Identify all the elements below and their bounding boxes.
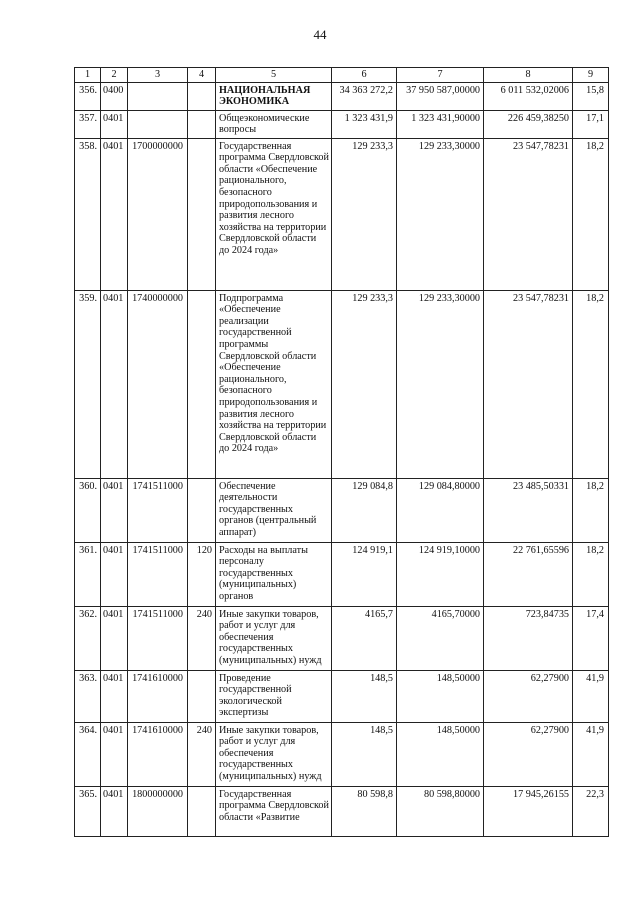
header-col-9: 9 <box>573 68 609 83</box>
value-col-9: 18,2 <box>573 290 609 478</box>
table-row <box>75 722 609 786</box>
item-name: Обеспечение деятельности государственных органов (центральный аппарат) <box>216 478 332 542</box>
section-code: 0401 <box>101 138 128 290</box>
value-col-7: 37 950 587,00000 <box>397 82 484 110</box>
value-col-8: 62,27900 <box>484 722 573 786</box>
value-col-9: 41,9 <box>573 722 609 786</box>
target-code: 1741610000 <box>128 670 188 722</box>
header-col-3: 3 <box>128 68 188 83</box>
header-col-2: 2 <box>101 68 128 83</box>
table-row <box>75 290 609 478</box>
value-col-6: 129 233,3 <box>332 138 397 290</box>
expense-type <box>188 478 216 542</box>
value-col-8: 226 459,38250 <box>484 110 573 138</box>
value-col-9: 15,8 <box>573 82 609 110</box>
target-code: 1740000000 <box>128 290 188 478</box>
value-col-8: 723,84735 <box>484 606 573 670</box>
value-col-9: 22,3 <box>573 786 609 836</box>
header-col-6: 6 <box>332 68 397 83</box>
value-col-8: 23 547,78231 <box>484 138 573 290</box>
value-col-6: 129 084,8 <box>332 478 397 542</box>
value-col-8: 22 761,65596 <box>484 542 573 606</box>
value-col-6: 129 233,3 <box>332 290 397 478</box>
header-col-4: 4 <box>188 68 216 83</box>
item-name: Иные закупки товаров, работ и услуг для обеспечения государственных (муниципальных) нужд <box>216 606 332 670</box>
section-code: 0401 <box>101 606 128 670</box>
budget-table <box>74 67 609 837</box>
section-code: 0401 <box>101 670 128 722</box>
row-number: 360. <box>75 478 101 542</box>
section-code: 0401 <box>101 786 128 836</box>
row-number: 363. <box>75 670 101 722</box>
value-col-6: 34 363 272,2 <box>332 82 397 110</box>
row-number: 364. <box>75 722 101 786</box>
target-code <box>128 82 188 110</box>
target-code: 1741511000 <box>128 478 188 542</box>
row-number: 359. <box>75 290 101 478</box>
header-col-1: 1 <box>75 68 101 83</box>
section-code: 0401 <box>101 722 128 786</box>
value-col-7: 1 323 431,90000 <box>397 110 484 138</box>
table-row <box>75 786 609 836</box>
value-col-9: 41,9 <box>573 670 609 722</box>
value-col-6: 124 919,1 <box>332 542 397 606</box>
item-name: Государственная программа Свердловской области «Развитие <box>216 786 332 836</box>
item-name: Проведение государственной экологической экспертизы <box>216 670 332 722</box>
header-col-8: 8 <box>484 68 573 83</box>
value-col-9: 18,2 <box>573 138 609 290</box>
value-col-8: 17 945,26155 <box>484 786 573 836</box>
value-col-6: 80 598,8 <box>332 786 397 836</box>
table-row <box>75 138 609 290</box>
value-col-6: 1 323 431,9 <box>332 110 397 138</box>
table-row <box>75 542 609 606</box>
value-col-7: 129 233,30000 <box>397 290 484 478</box>
table-row <box>75 82 609 110</box>
row-number: 365. <box>75 786 101 836</box>
target-code: 1741610000 <box>128 722 188 786</box>
value-col-6: 4165,7 <box>332 606 397 670</box>
header-row <box>75 68 609 83</box>
value-col-8: 62,27900 <box>484 670 573 722</box>
value-col-7: 129 233,30000 <box>397 138 484 290</box>
expense-type <box>188 138 216 290</box>
value-col-6: 148,5 <box>332 670 397 722</box>
table-body <box>75 82 609 836</box>
item-name: Общеэкономические вопросы <box>216 110 332 138</box>
value-col-8: 6 011 532,02006 <box>484 82 573 110</box>
section-code: 0401 <box>101 542 128 606</box>
section-code: 0401 <box>101 290 128 478</box>
section-code: 0401 <box>101 478 128 542</box>
table-row <box>75 110 609 138</box>
value-col-7: 4165,70000 <box>397 606 484 670</box>
page-number: 44 <box>313 27 327 42</box>
target-code <box>128 110 188 138</box>
header-col-5: 5 <box>216 68 332 83</box>
value-col-7: 148,50000 <box>397 670 484 722</box>
expense-type <box>188 786 216 836</box>
header-col-7: 7 <box>397 68 484 83</box>
value-col-7: 80 598,80000 <box>397 786 484 836</box>
item-name: НАЦИОНАЛЬНАЯ ЭКОНОМИКА <box>216 82 332 110</box>
value-col-9: 18,2 <box>573 478 609 542</box>
row-number: 356. <box>75 82 101 110</box>
row-number: 361. <box>75 542 101 606</box>
item-name: Иные закупки товаров, работ и услуг для обеспечения государственных (муниципальных) нужд <box>216 722 332 786</box>
expense-type <box>188 290 216 478</box>
item-name: Подпрограмма «Обеспечение реализации государственной программы Свердловской области «Обеспечение рационального, безопасного природопользования и развития лесного хозяйства на территории Свердловской области до 2024 года» <box>216 290 332 478</box>
expense-type <box>188 82 216 110</box>
row-number: 362. <box>75 606 101 670</box>
table-row <box>75 606 609 670</box>
expense-type: 120 <box>188 542 216 606</box>
target-code: 1741511000 <box>128 542 188 606</box>
value-col-7: 124 919,10000 <box>397 542 484 606</box>
value-col-7: 148,50000 <box>397 722 484 786</box>
expense-type: 240 <box>188 722 216 786</box>
value-col-8: 23 485,50331 <box>484 478 573 542</box>
item-name: Расходы на выплаты персоналу государственных (муниципальных) органов <box>216 542 332 606</box>
value-col-8: 23 547,78231 <box>484 290 573 478</box>
table-row <box>75 478 609 542</box>
expense-type <box>188 110 216 138</box>
value-col-9: 17,4 <box>573 606 609 670</box>
value-col-7: 129 084,80000 <box>397 478 484 542</box>
section-code: 0400 <box>101 82 128 110</box>
row-number: 358. <box>75 138 101 290</box>
item-name: Государственная программа Свердловской области «Обеспечение рационального, безопасного природопользования и развития лесного хозяйства на территории Свердловской области до 2024 года» <box>216 138 332 290</box>
expense-type <box>188 670 216 722</box>
value-col-9: 17,1 <box>573 110 609 138</box>
target-code: 1800000000 <box>128 786 188 836</box>
target-code: 1741511000 <box>128 606 188 670</box>
value-col-6: 148,5 <box>332 722 397 786</box>
table-row <box>75 670 609 722</box>
target-code: 1700000000 <box>128 138 188 290</box>
value-col-9: 18,2 <box>573 542 609 606</box>
section-code: 0401 <box>101 110 128 138</box>
expense-type: 240 <box>188 606 216 670</box>
row-number: 357. <box>75 110 101 138</box>
